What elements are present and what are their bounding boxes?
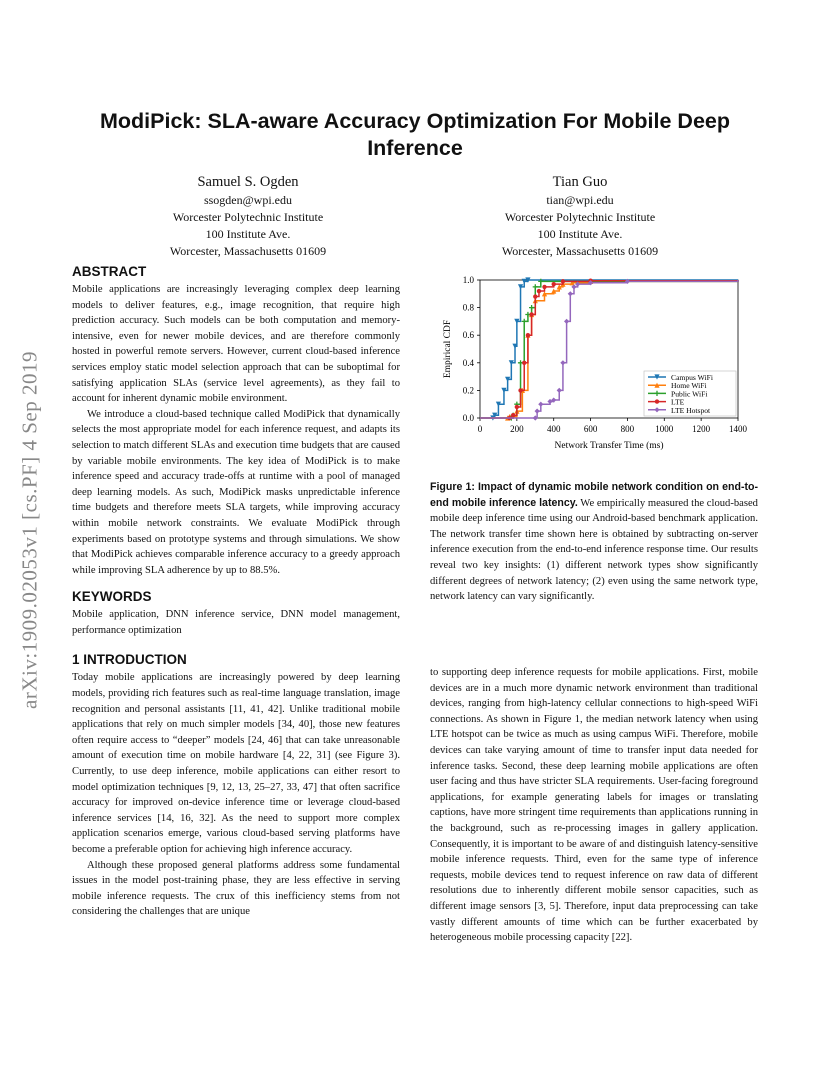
author-address: 100 Institute Ave.: [537, 227, 623, 241]
data-point: [529, 312, 533, 316]
data-point: [522, 361, 526, 365]
x-axis-label: Network Transfer Time (ms): [554, 441, 664, 451]
x-tick-label: 1200: [692, 424, 711, 434]
author-affiliation: Worcester Polytechnic Institute: [172, 210, 324, 224]
x-tick-label: 1400: [729, 424, 747, 434]
legend-marker: [655, 399, 659, 403]
author-block-2: [470, 172, 690, 260]
author-name: Samuel S. Ogden: [197, 174, 299, 190]
arxiv-id: arXiv:1909.02053v1 [cs.PF] 4 Sep 2019: [17, 351, 42, 709]
data-point: [529, 305, 534, 310]
y-axis-label: Empirical CDF: [443, 319, 453, 379]
y-tick-label: 0.6: [462, 330, 474, 341]
legend-label: Campus WiFi: [671, 373, 713, 382]
introduction-heading: 1 INTRODUCTION: [72, 652, 187, 668]
figure-1-caption: [430, 480, 758, 605]
abstract-paragraph-2: We introduce a cloud-based technique called ModiPick that dynamically selects the most appropriate model for each inference request, and adapts its selection to match different SLAs and execution time budgets that are caused by variable mobile environments. The key idea of ModiPick is to make inference speed and accuracy trade-offs at runtime with a pool of managed deep learning models. As such, ModiPick masks unpredictable inference time budgets and therefore meets SLA targets, while improving accuracy within mobile network constraints. We evaluate ModiPick through experiments based on prototype systems and through simulations. We show that ModiPick achieves comparable inference accuracy to a greedy approach while improving SLA adherence by up to 88.5%.: [72, 408, 400, 576]
x-tick-label: 0: [477, 424, 483, 434]
data-point: [537, 289, 541, 293]
data-point: [533, 294, 537, 298]
x-tick-label: 1000: [655, 424, 674, 434]
data-point: [518, 388, 522, 392]
data-point: [552, 282, 556, 286]
legend-label: Public WiFi: [671, 389, 708, 399]
right-column-text: [430, 665, 758, 946]
data-point: [511, 413, 515, 417]
title-line-2: Inference: [367, 136, 463, 160]
x-tick-label: 600: [583, 424, 598, 434]
author-block-1: [138, 172, 358, 260]
x-tick-label: 200: [510, 424, 524, 434]
intro-continued: to supporting deep inference requests for mobile applications. First, mobile devices are in a much more dynamic network environment than traditional devices, ranging from high-latency cellular connections to high-speed WiFi connections. As shown in Figure 1, the median network latency when using LTE hotspot can be twice as much as using campus WiFi. Therefore, mobile devices can take varying amount of time to transfer input data needed for inference tasks. Second, these deep learning mobile applications are often user facing and thus have stricter SLA requirements. User-facing foreground applications, for example generating labels for images or translating captions, have more stringent time requirements than applications running in the background, such as re-processing images in gallery application. Consequently, it is important to be aware of and distinguish latency-sensitive mobile inference requests. Third, even for the same type of inference requests, mobile devices tend to request inference on raw data of different resolutions due to inherently different mobile sensor capacities, such as different image sensors [3, 5]. Therefore, input data preprocessing can take vastly different amounts of time which can be further exacerbated by heterogeneous mobile processing capacity [22].: [430, 667, 758, 944]
y-tick-label: 0.0: [462, 413, 474, 423]
y-tick-label: 0.8: [462, 302, 474, 313]
data-point: [557, 388, 562, 393]
author-city: Worcester, Massachusetts 01609: [169, 244, 327, 258]
author-email: tian@wpi.edu: [546, 193, 614, 207]
caption-text: We empirically measured the cloud-based mobile deep inference time using our Android-based benchmark application. The network transfer time shown here is obtained by subtracting on-server inference execution from the end-to-end inference response time. Our results reveal two key insights: (1) different network types show significantly different degrees of network latency; (2) even using the same network type, network latency can vary significantly.: [430, 497, 758, 603]
data-point: [538, 402, 543, 407]
data-point: [522, 319, 527, 324]
abstract-paragraph-1: Mobile applications are increasingly leveraging complex deep learning models to deliver features, e.g., image recognition, that require high prediction accuracy. Such models can be both computation and memory-intensive, even for newer mobile devices, and are therefore commonly hosted in powerful remote servers. However, current cloud-based inference services employ static model selection approach that can be suboptimal for satisfying application SLAs (service level agreements), as they fail to account for inherent dynamic mobile environment.: [72, 284, 400, 405]
data-point: [564, 319, 569, 324]
cdf-chart-svg: [436, 268, 760, 454]
keywords-heading: KEYWORDS: [72, 589, 152, 605]
data-point: [542, 285, 546, 289]
y-tick-label: 0.4: [462, 357, 474, 368]
author-name: Tian Guo: [552, 174, 608, 190]
y-tick-label: 0.2: [462, 385, 474, 396]
x-tick-label: 400: [546, 424, 561, 434]
data-point: [535, 409, 540, 414]
paper-title: [70, 108, 760, 162]
x-tick-label: 800: [620, 424, 635, 434]
left-column: [72, 264, 400, 920]
data-point: [533, 284, 538, 289]
y-tick-label: 1.0: [462, 275, 474, 285]
data-point: [515, 405, 519, 409]
introduction-body: [72, 670, 400, 920]
figure-1-chart: [436, 268, 760, 454]
legend-label: Home WiFi: [671, 381, 707, 391]
title-line-1: ModiPick: SLA-aware Accuracy Optimization For Mobile Deep: [100, 109, 730, 133]
intro-paragraph-2: Although these proposed general platforms address some fundamental issues in the model post-training phase, they are less effective in serving mobile inference requests. The crux of this inefficiency stems from not considering the challenges that are unique: [72, 859, 400, 918]
abstract-heading: ABSTRACT: [72, 264, 147, 279]
data-point: [526, 333, 530, 337]
keywords-text: Mobile application, DNN inference service, DNN model management, performance optimization: [72, 609, 400, 636]
data-point: [568, 291, 573, 296]
author-affiliation: Worcester Polytechnic Institute: [504, 210, 656, 224]
data-point: [561, 279, 565, 283]
intro-paragraph-1: Today mobile applications are increasingly powered by deep learning models, providing rich features such as real-time language translation, image recognition and personal assistants [11, 41, 42]. Unlike traditional mobile applications that rely on much simpler models [34, 40], those new features often require access to “deeper” models [24, 46] that can take unreasonable amount of execution time on mobile hardware [4, 22, 31] (see Figure 3). Currently, to use deep inference, mobile applications can either resort to model optimization techniques [9, 12, 13, 25–27, 33, 47] that often sacrifice accuracy for improved on-device inference time or leverage cloud-based inference services [14, 16, 32]. As the need to support more complex application scenarios emerge, various cloud-based serving platforms have become a preferable option for achieving high inference accuracy.: [72, 672, 400, 855]
caption-label: Figure 1: Impact of dynamic mobile network condition on end-to-end mobile inference latency.: [430, 481, 758, 509]
legend-label: LTE Hotspot: [671, 405, 711, 415]
author-city: Worcester, Massachusetts 01609: [501, 244, 659, 258]
arxiv-sidebar: [10, 300, 50, 760]
author-email: ssogden@wpi.edu: [203, 193, 293, 207]
author-address: 100 Institute Ave.: [205, 227, 291, 241]
abstract-body: [72, 282, 400, 578]
data-point: [560, 360, 565, 365]
legend-label: LTE: [671, 397, 685, 407]
